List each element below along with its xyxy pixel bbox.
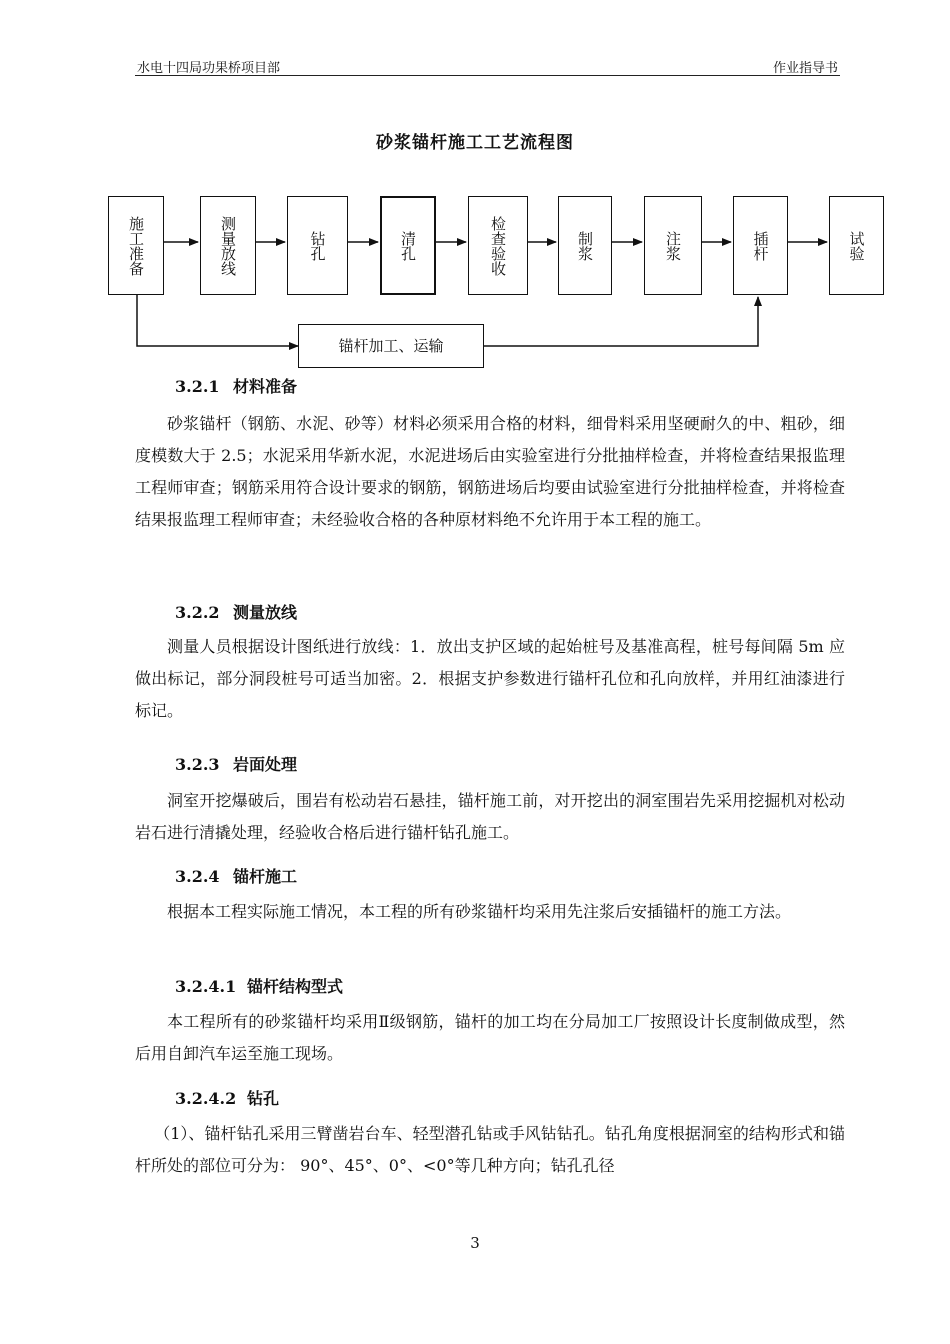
- flow-step-2: [200, 196, 256, 295]
- flow-step-label: 清孔: [399, 230, 417, 261]
- flow-step-3: [287, 196, 348, 295]
- section-heading: [175, 864, 297, 887]
- section-paragraph: 根据本工程实际施工情况，本工程的所有砂浆锚杆均采用先注浆后安插锚杆的施工方法。: [167, 902, 792, 921]
- flow-step-label: 检查验收: [489, 215, 507, 276]
- flow-step-9: [829, 196, 884, 295]
- section-number: 3.2.4.2: [175, 1089, 237, 1108]
- flow-step-5: [468, 196, 528, 295]
- section-number: 3.2.1: [175, 377, 220, 396]
- flow-branch-label: 锚杆加工、运输: [338, 337, 444, 355]
- flow-step-label: 试验: [847, 230, 866, 261]
- header-left: 水电十四局功果桥项目部: [137, 61, 281, 76]
- section-heading: [175, 974, 343, 997]
- flow-step-7: [644, 196, 702, 295]
- section-heading: [175, 374, 297, 397]
- section-paragraph: 砂浆锚杆（钢筋、水泥、砂等）材料必须采用合格的材料，细骨料采用坚硬耐久的中、粗砂，细度模数大于 2.5；水泥采用华新水泥，水泥进场后由实验室进行分批抽样检查，并将检查结果报监理工程师审查；钢筋采用符合设计要求的钢筋，钢筋进场后均要由试验室进行分批抽样检查，并将检查结果报监理工程师审查；未经验收合格的各种原材料绝不允许用于本工程的施工。: [135, 414, 845, 529]
- flow-step-label: 测量放线: [219, 215, 237, 276]
- branch-arrow-in: [137, 295, 298, 346]
- header-right: 作业指导书: [772, 61, 838, 76]
- flow-step-label: 制浆: [576, 230, 594, 261]
- flow-branch-box: [298, 324, 484, 368]
- flow-step-1: [108, 196, 164, 295]
- flow-step-6: [558, 196, 612, 295]
- section-number: 3.2.2: [175, 603, 220, 622]
- section-number: 3.2.4: [175, 867, 220, 886]
- section-paragraph: （1）、锚杆钻孔采用三臂凿岩台车、轻型潜孔钻或手风钻钻孔。钻孔角度根据洞室的结构形式和锚杆所处的部位可分为： 90°、45°、0°、<0°等几种方向；钻孔孔径: [135, 1124, 845, 1175]
- section-paragraph: 测量人员根据设计图纸进行放线：1．放出支护区域的起始桩号及基准高程，桩号每间隔 5m 应做出标记，部分洞段桩号可适当加密。2．根据支护参数进行锚杆孔位和孔向放样，并用红油漆进行标记。: [135, 637, 845, 720]
- section-title: 钻孔: [247, 1089, 280, 1108]
- flow-step-label: 注浆: [664, 230, 682, 261]
- section-title: 锚杆施工: [233, 867, 298, 886]
- section-number: 3.2.3: [175, 755, 220, 774]
- flowchart-title: 砂浆锚杆施工工艺流程图: [376, 133, 574, 153]
- flow-step-label: 插杆: [751, 230, 770, 261]
- flow-step-label: 施工准备: [127, 215, 145, 276]
- section-paragraph: 本工程所有的砂浆锚杆均采用Ⅱ级钢筋，锚杆的加工均在分局加工厂按照设计长度制做成型，然后用自卸汽车运至施工现场。: [135, 1012, 845, 1063]
- section-number: 3.2.4.1: [175, 977, 237, 996]
- section-paragraph: 洞室开挖爆破后，围岩有松动岩石悬挂，锚杆施工前，对开挖出的洞室围岩先采用挖掘机对松动岩石进行清撬处理，经验收合格后进行锚杆钻孔施工。: [135, 791, 845, 842]
- section-heading: [175, 600, 297, 623]
- branch-arrow-out: [484, 297, 758, 346]
- flowchart-connectors: [0, 0, 950, 380]
- page-number: 3: [470, 1234, 480, 1252]
- section-title: 测量放线: [233, 603, 298, 622]
- flow-step-label: 钻孔: [308, 230, 327, 261]
- section-heading: [175, 752, 297, 775]
- flow-step-4: [380, 196, 436, 295]
- section-title: 材料准备: [233, 377, 298, 396]
- section-title: 锚杆结构型式: [247, 977, 344, 996]
- flow-step-8: [733, 196, 788, 295]
- section-title: 岩面处理: [233, 755, 298, 774]
- section-heading: [175, 1086, 279, 1109]
